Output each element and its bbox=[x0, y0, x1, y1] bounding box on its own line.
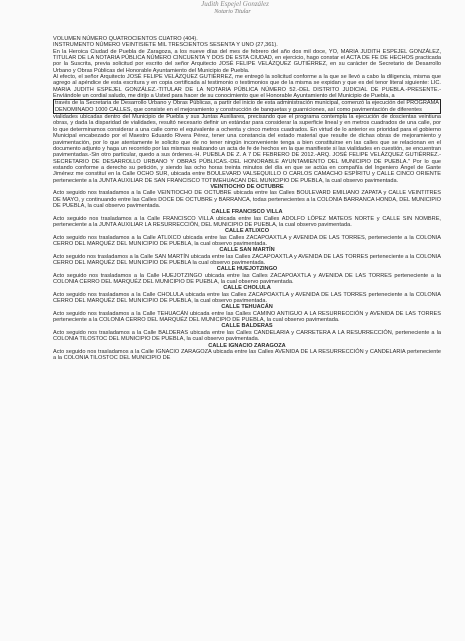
section-text: Acto seguido nos trasladamos a la Calle HUEJOTZINGO ubicada entre las Calles ZACAPOAXTLA y AVENIDA DE LAS TORRES perteneciente a la COLONIA CERRO DEL MARQUÉZ DEL MUNICIPIO DE PUEBLA, la cual observo pavimentada. bbox=[53, 272, 441, 286]
section-title: CALLE BALDERAS bbox=[221, 323, 273, 330]
document-body bbox=[53, 36, 441, 362]
section-text: Acto seguido nos trasladamos a la Calle TEHUACÁN ubicada entre las Calles CAMINO ANTIGUO A LA RESURRECCIÓN y AVENIDA DE LAS TORRES perteneciente a la COLONIA CERRO DEL MARQUÉZ DEL MUNICIPIO DE PUEBLA, la cual observo pavimentada. bbox=[53, 310, 441, 324]
section-title: CALLE ATLIXCO bbox=[224, 228, 270, 235]
section-title: CALLE TEHUACÁN bbox=[221, 304, 273, 311]
section-text: Acto seguido nos trasladamos a la Calle IGNACIO ZARAGOZA ubicada entre las Calles AVENIDA DE LA RESURRECCIÓN y CANDELARIA perteneciente a la COLONIA TILOSTOC DEL MUNICIPIO DE bbox=[53, 348, 441, 362]
intro-paragraph: En la Heroica Ciudad de Puebla de Zaragoza, a los nueve días del mes de febrero del año dos mil doce, YO, MARIA JUDITH ESPEJEL GONZÁLEZ, TITULAR DE LA NOTARIA PÚBLICA NÚMERO CINCUENTA Y DOS DE ESTA CIUDAD, en ejercicio, hago constar el ACTA DE FE DE HECHOS practicada por la Suscrita, previa solicitud por escrito del señor Arquitecto JOSÉ FELIPE VELÁZQUEZ GUTIÉRREZ, en su carácter de Secretario de Desarrollo Urbano y Obras Públicas del Honorable Ayuntamiento del Municipio de Puebla. bbox=[53, 48, 441, 74]
section-text: Acto seguido nos trasladamos a la Calle SAN MARTÍN ubicada entre las Calles ZACAPOAXTLA y AVENIDA DE LAS TORRES perteneciente a la COLONIA CERRO DEL MARQUÉZ DEL MUNICIPIO DE PUEBLA la cual observo pavimentada. bbox=[53, 253, 441, 267]
section-title: CALLE FRANCISCO VILLA bbox=[211, 209, 283, 216]
notary-role: Notario Titular bbox=[214, 9, 251, 15]
section-text: Acto seguido nos trasladamos a la Calle ATLIXCO ubicada entre las Calles ZACAPOAXTLA y AVENIDA DE LAS TORRES, perteneciente a la COLONIA CERRO DEL MARQUÉZ DEL MUNICIPIO DE PUEBLA, la cual observo pavimentada. bbox=[53, 234, 441, 247]
volume-line: VOLUMEN NÚMERO QUATROCIENTOS CUATRO (404). bbox=[53, 36, 198, 42]
section-title: CALLE CHOLULA bbox=[223, 285, 271, 292]
request-paragraph: Al efecto, el señor Arquitecto JOSÉ FELIPE VELÁZQUEZ GUTIÉRREZ, me entregó la solicitud conforme a la que se llevó a cabo la diligencia, misma que agrego al apéndice de esta escritura y en copia certificada al testimonio o testimonios que de la misma se expidan y que es del tenor literal siguiente: LIC. MARIA JUDITH ESPEJEL GONZÁLEZ.-TITULAR DE LA NOTARIA PÚBLICA NÚMERO 52.-DEL DISTRITO JUDICIAL DE PUEBLA.-PRESENTE.-Envíándole un cordial saludo, me dirijo a Usted para hacer de su conocimiento que el Honorable Ayuntamiento del Municipio de Puebla, a bbox=[53, 74, 441, 100]
boxed-program-text: través de la Secretaria de Desarrollo Urbano y Obras Públicas, a partir del inicio de esta administración municipal, comenzó la ejecución del PROGRAMA DENOMINADO 1000 CALLES, que consiste en el mejoramiento y construcción de banquetas y guarniciones, así como pavimentación de diferentes bbox=[55, 100, 439, 113]
section-text: Acto seguido nos trasladamos a la Calle VEINTIOCHO DE OCTUBRE ubicada entre las Calles BOULEVARD EMILIANO ZAPATA y CALLE VEINTITRES DE MAYO, y continuando entre las Calles DOCE DE OCTUBRE y BARRANCA, todas pertenecientes a la COLONIA BARRANCA HONDA, DEL MUNICIPIO DE PUEBLA, la cual observo pavimentada. bbox=[53, 190, 441, 209]
notary-name: Judith Espejel González bbox=[201, 0, 269, 8]
section-title: CALLE HUEJOTZINGO bbox=[216, 266, 278, 273]
section-text: Acto seguido nos trasladamos a la Calle FRANCISCO VILLA ubicada entre las Calles ADOLFO LÓPEZ MATEOS NORTE y CALLE SIN NOMBRE, perteneciente a la JUNTA AUXILIAR LA RESURRECCIÓN, DEL MUNICIPIO DE PUEBLA, la cual observo pavimentada. bbox=[53, 215, 441, 228]
main-paragraph: vialidades ubicadas dentro del Municipio de Puebla y sus Juntas Auxiliares, precisando que el programa contempla la ejecución de doscientas veintiuna obras, y dada la disparidad de vialidades, resultó necesario definir un estándar para considerar la superficie lineal y en metros cuadrados de una calle, por lo que determinamos considerar a una calle como el equivalente a ochenta y cinco metros cuadrados. En virtud de lo anterior es prioridad para el gobierno Municipal encabezado por el Maestro Eduardo Rivera Pérez, tener una constancia del estado material que resulte de dichas obras de mejoramiento y pavimentación, por lo que atentamente le solicito que de no tener ningún inconveniente tenga a bien constituirse en las calles que se relacionan en el documento adjunto y haga un recorrido por las mismas realizando un acta de fe de hechos en la que manifieste si las vialidades en cuestión, se encuentran pavimentadas.-Sin otro particular, quedo a sus órdenes.-H. PUEBLA DE Z. A 7 DE FEBRERO DE 2012.-ARQ. JOSÉ FELIPE VELÁZQUEZ GUTIÉRREZ.-SECRETARIO DE DESARROLLO URBANO Y OBRAS PÚBLICAS.-DEL HONORABLE AYUNTAMIENTO DEL MUNICIPIO DE PUEBLA." Por lo que estando conforme a derecho su petición, y siendo las ocho horas treinta minutos del día en que se actúa en compañía del Ingeniero Ángel de Gante Jiménez me constituí en la Calle OCHO SUR, ubicada entre BOULEVARD VALSEQUILLO O CARLOS CAMACHO ESPÍRITU y CALLE CINCO ORIENTE perteneciente a la JUNTA AUXILIAR DE SAN FRANCISCO TOTIMEHUACAN DEL MUNICIPIO DE PUEBLA, la cual observo pavimentada. bbox=[53, 114, 441, 184]
instrument-line: INSTRUMENTO NÚMERO VEINTISIETE MIL TRESCIENTOS SESENTA Y UNO (27,361). bbox=[53, 42, 278, 49]
section-title: CALLE SAN MARTÍN bbox=[219, 247, 275, 254]
section-title: CALLE IGNACIO ZARAGOZA bbox=[208, 342, 286, 349]
section-text: Acto seguido nos trasladamos a la Calle CHOLULA ubicada entre las Calles ZACAPOAXTLA y AVENIDA DE LAS TORRES perteneciente a la COLONIA CERRO DEL MARQUÉZ DEL MUNICIPIO DE PUEBLA, la cual observo pavimentada. bbox=[53, 291, 441, 305]
section-title: VEINTIOCHO DE OCTUBRE bbox=[210, 183, 284, 190]
notary-header bbox=[0, 0, 465, 22]
section-text: Acto seguido nos trasladamos a la Calle BALDERAS ubicada entre las Calles CANDELARIA y CARRETERA A LA RESURRECCIÓN, perteneciente a la COLONIA TILOSTOC DEL MUNICIPIO DE PUEBLA, la cual observo pavimentada. bbox=[53, 329, 441, 343]
